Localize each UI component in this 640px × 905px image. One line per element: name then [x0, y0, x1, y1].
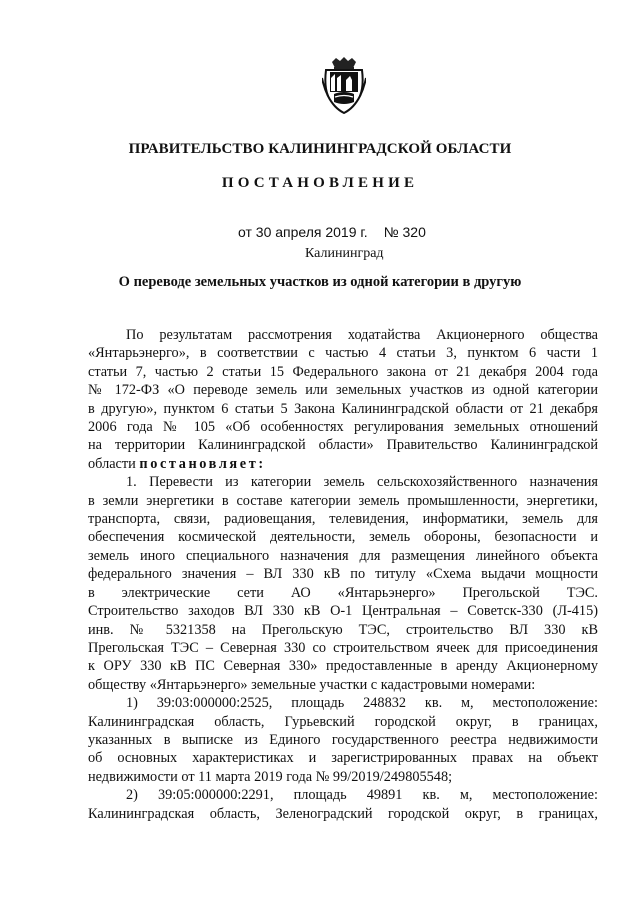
text-line: «Янтарьэнерго», в соответствии с частью 4 статьи 3, пунктом 6 части 1	[88, 345, 598, 362]
document-body	[88, 326, 598, 823]
item-1-paragraph	[88, 473, 598, 694]
text-line: обеспечения космической деятельности, земель обороны, безопасности и	[88, 529, 598, 546]
text-line: указанных в выписке из Единого государственного реестра недвижимости	[88, 731, 598, 748]
text-line: недвижимости от 11 марта 2019 года № 99/2019/249805548;	[88, 768, 453, 785]
sub-item-2	[88, 786, 598, 823]
city-name: Калининград	[305, 246, 384, 261]
text-line: федерального значения – ВЛ 330 кВ по титулу «Схема выдачи мощности	[88, 566, 598, 583]
text-line: в другую», пунктом 6 статьи 5 Закона Калининградской области от 21 декабря	[88, 400, 598, 417]
date-number-line	[238, 224, 426, 240]
text-line: к ОРУ 330 кВ ПС Северная 330» предоставленные в аренду Акционерному	[88, 658, 598, 675]
number-value: 320	[402, 224, 426, 240]
text-line: № 172-ФЗ «О переводе земель или земельных участков из одной категории	[88, 382, 598, 399]
text-line: об основных характеристиках и зарегистрированных правах на объект	[88, 750, 598, 767]
date-value: 30 апреля 2019 г.	[255, 224, 368, 240]
document-heading: О переводе земельных участков из одной категории в другую	[118, 274, 522, 290]
text-line: По результатам рассмотрения ходатайства Акционерного общества	[126, 327, 598, 343]
document-type: ПОСТАНОВЛЕНИЕ	[221, 175, 419, 191]
text-line	[88, 455, 598, 473]
organization-title: ПРАВИТЕЛЬСТВО КАЛИНИНГРАДСКОЙ ОБЛАСТИ	[128, 141, 512, 157]
sub-item-1	[88, 694, 598, 786]
text-line: инв. № 5321358 на Прегольскую ТЭС, строительство ВЛ 330 кВ	[88, 621, 598, 638]
preamble-end: области	[88, 455, 136, 472]
decree-word: постановляет:	[139, 455, 266, 472]
text-line: 2006 года № 105 «Об особенностях регулирования земельных отношений	[88, 419, 598, 436]
date-prefix: от	[238, 224, 252, 240]
text-line: земель иного специального назначения для размещения линейного объекта	[88, 547, 598, 564]
text-line: статьи 7, частью 2 статьи 15 Федерального закона от 21 декабря 2004 года	[88, 363, 598, 380]
text-line: Строительство заходов ВЛ 330 кВ О-1 Центральная – Советск-330 (Л-415)	[88, 603, 598, 620]
text-line: Прегольская ТЭС – Северная 330 со строительством ячеек для присоединения	[88, 639, 598, 656]
text-line: обществу «Янтарьэнерго» земельные участки с кадастровыми номерами:	[88, 676, 536, 693]
text-line: 2) 39:05:000000:2291, площадь 49891 кв. м, местоположение:	[126, 787, 598, 804]
text-line: Калининградская область, Гурьевский городской округ, в границах,	[88, 713, 598, 730]
text-line: в электрические сети АО «Янтарьэнерго» Прегольской ТЭС.	[88, 584, 598, 601]
text-line: транспорта, связи, радиовещания, телевидения, информатики, земель для	[88, 511, 598, 528]
text-line: 1) 39:03:000000:2525, площадь 248832 кв. м, местоположение:	[126, 695, 598, 712]
text-line: 1. Перевести из категории земель сельскохозяйственного назначения	[126, 474, 598, 491]
text-line: на территории Калининградской области» Правительство Калининградской	[88, 437, 598, 454]
text-line: в земли энергетики в составе категории земель промышленности, энергетики,	[88, 492, 598, 509]
coat-of-arms-icon	[322, 56, 366, 114]
preamble-paragraph	[88, 326, 598, 473]
text-line: Калининградская область, Зеленоградский городской округ, в границах,	[88, 805, 598, 822]
number-label: №	[383, 224, 399, 240]
